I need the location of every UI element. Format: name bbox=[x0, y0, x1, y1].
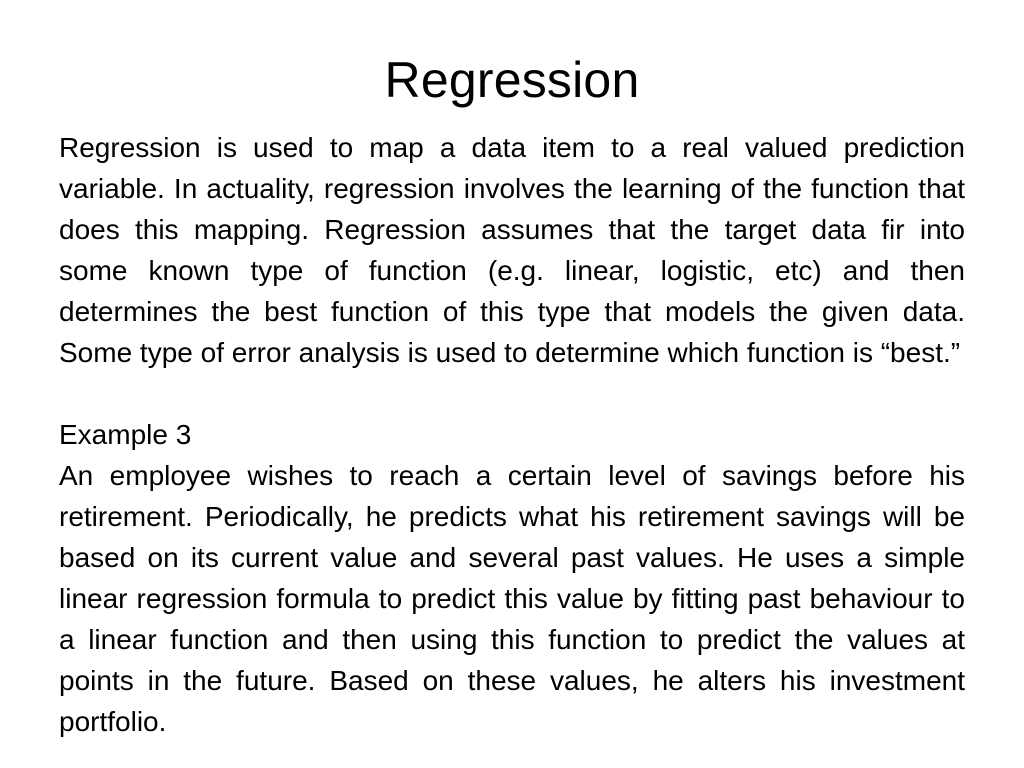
regression-definition-paragraph: Regression is used to map a data item to a real valued prediction variable. In actuality, regression involves the learning of the function that does this mapping. Regression assumes that the target data fir into some known type of function (e.g. linear, logistic, etc) and then determines the best function of this type that models the given data. Some type of error analysis is used to determine which function is “best.” bbox=[59, 132, 965, 368]
slide-body bbox=[59, 127, 965, 742]
example-heading: Example 3 bbox=[59, 419, 192, 450]
slide-title: Regression bbox=[384, 52, 640, 108]
paragraph-spacer bbox=[59, 373, 965, 414]
example-paragraph: An employee wishes to reach a certain level of savings before his retirement. Periodically, he predicts what his retirement savings will be based on its current value and several past values. He uses a simple linear regression formula to predict this value by fitting past behaviour to a linear function and then using this function to predict the values at points in the future. Based on these values, he alters his investment portfolio. bbox=[59, 460, 965, 737]
